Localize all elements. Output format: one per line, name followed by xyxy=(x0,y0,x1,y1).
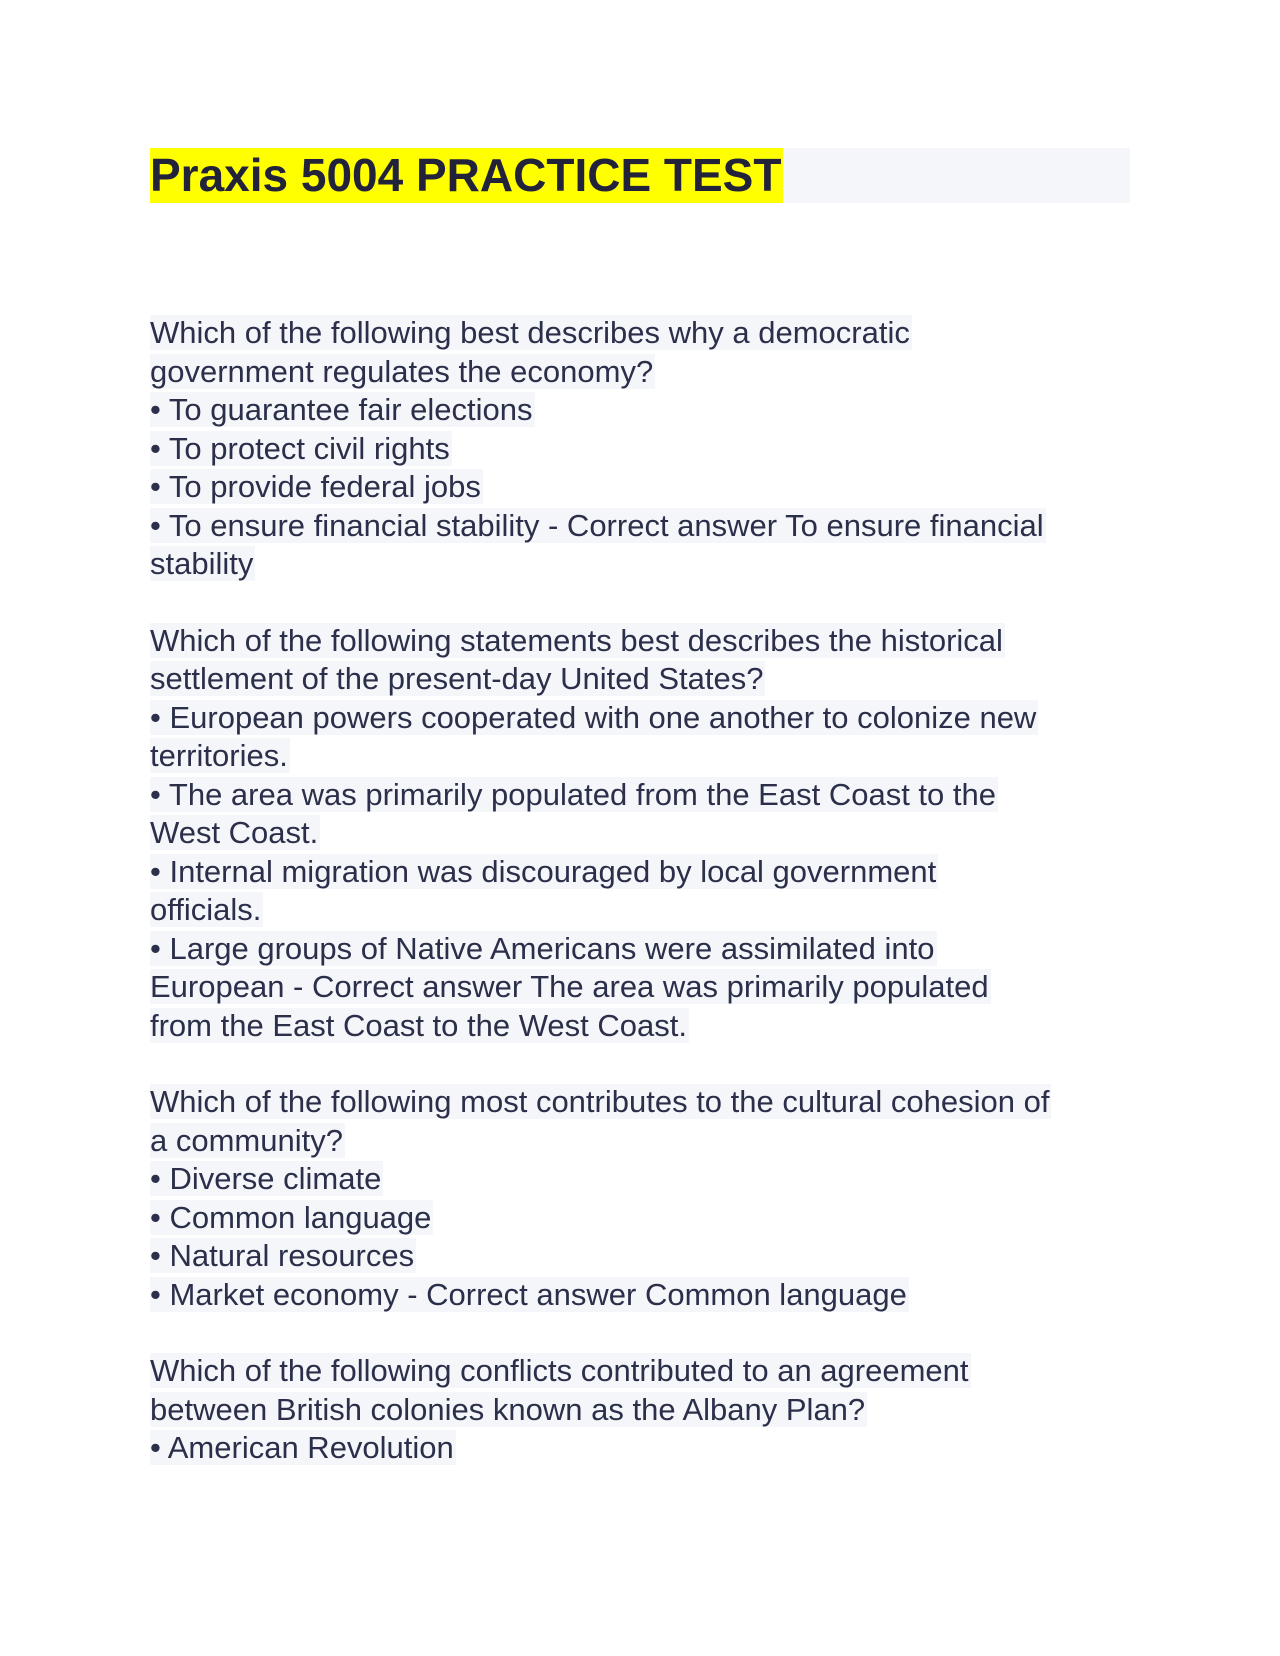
answer-option: • European powers cooperated with one another to colonize new xyxy=(150,699,1037,735)
answer-option-continuation: West Coast. xyxy=(150,815,319,850)
answer-option: • Large groups of Native Americans were assimilated into xyxy=(150,930,935,966)
question-block-4 xyxy=(150,1352,1130,1468)
answer-option: • Natural resources xyxy=(150,1238,415,1273)
correct-answer-continuation: from the East Coast to the West Coast. xyxy=(150,1007,687,1043)
answer-option-with-correct-answer: • Market economy - Correct answer Common language xyxy=(150,1276,907,1312)
question-block-3 xyxy=(150,1083,1130,1314)
question-line: Which of the following statements best describes the historical xyxy=(150,622,1003,658)
answer-option: • The area was primarily populated from the East Coast to the xyxy=(150,776,996,812)
question-line: between British colonies known as the Albany Plan? xyxy=(150,1391,866,1427)
question-line: Which of the following conflicts contributed to an agreement xyxy=(150,1353,969,1388)
answer-option: • Internal migration was discouraged by local government xyxy=(150,853,937,889)
question-block-1 xyxy=(150,314,1130,584)
answer-option: • To provide federal jobs xyxy=(150,469,481,504)
answer-option: • American Revolution xyxy=(150,1430,454,1465)
answer-option: • To guarantee fair elections xyxy=(150,392,533,427)
answer-option-with-correct-answer: European - Correct answer The area was primarily populated xyxy=(150,969,989,1004)
title-row xyxy=(150,148,1130,203)
question-block-2 xyxy=(150,622,1130,1046)
answer-option-with-correct-answer: • To ensure financial stability - Correct answer To ensure financial xyxy=(150,507,1044,543)
question-line: settlement of the present-day United States? xyxy=(150,661,764,696)
question-line: Which of the following best describes why a democratic xyxy=(150,315,910,350)
question-line: government regulates the economy? xyxy=(150,353,654,389)
question-line: a community? xyxy=(150,1122,343,1158)
answer-option: • Diverse climate xyxy=(150,1161,382,1196)
correct-answer-continuation: stability xyxy=(150,546,254,581)
question-line: Which of the following most contributes to the cultural cohesion of xyxy=(150,1084,1050,1119)
questions-container xyxy=(150,314,1130,1468)
answer-option-continuation: officials. xyxy=(150,892,262,927)
answer-option: • Common language xyxy=(150,1199,432,1235)
page-title: Praxis 5004 PRACTICE TEST xyxy=(150,149,782,201)
answer-option-continuation: territories. xyxy=(150,738,288,773)
document-page xyxy=(150,148,1130,1506)
answer-option: • To protect civil rights xyxy=(150,430,450,466)
